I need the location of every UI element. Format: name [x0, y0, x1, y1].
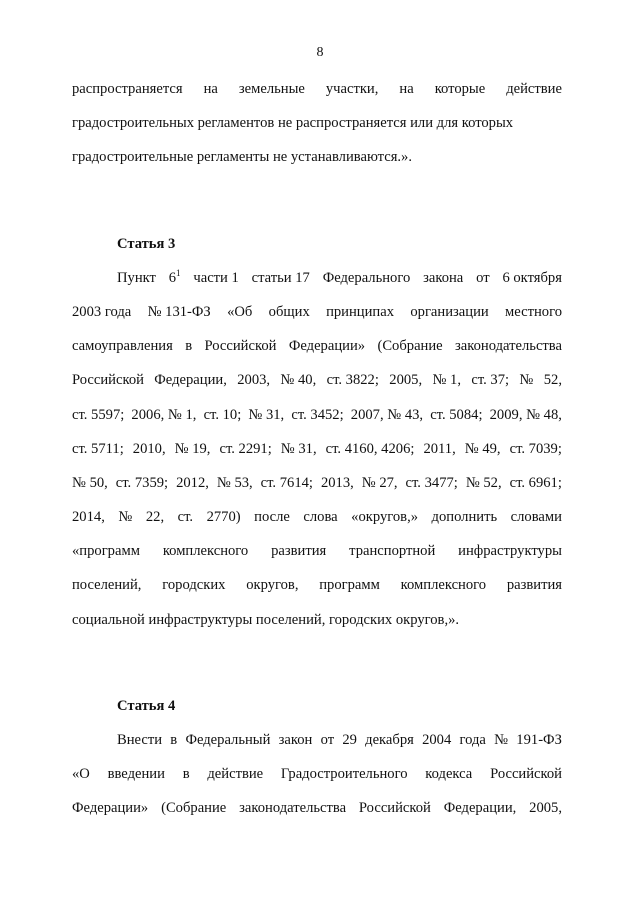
word: 191-ФЗ [516, 732, 562, 748]
word: 2005, [529, 800, 562, 817]
word: (Собрание [161, 800, 227, 817]
paragraph-line [72, 363, 562, 397]
word: № 19, [174, 440, 211, 457]
paragraph-line [72, 757, 562, 791]
word: 52, [543, 372, 562, 389]
word: Градостроительного [280, 766, 408, 783]
paragraph-line [72, 329, 562, 363]
word: слова [303, 509, 338, 526]
word: местного [505, 303, 562, 320]
word: ст. 7614; [260, 474, 313, 491]
word: ст. 7359; [115, 474, 169, 491]
article-4-heading: Статья 4 [117, 697, 176, 714]
word: ст. 37; [471, 372, 510, 389]
word: декабря [365, 732, 414, 748]
paragraph-line [72, 295, 562, 329]
word: № 49, [464, 440, 501, 457]
word: ст. 7039; [509, 440, 562, 457]
word: Федерации, [443, 800, 517, 817]
word: «Об [227, 303, 253, 320]
word: 22, [145, 509, 165, 526]
paragraph-line [72, 500, 562, 534]
word: № 50, [72, 474, 108, 491]
word: 2007, № 43, [350, 406, 424, 423]
word: 2006, № 1, [131, 406, 197, 423]
word: ст. 3477; [405, 474, 458, 491]
word: ст. 5597; [72, 406, 125, 423]
word: развития [271, 543, 327, 560]
superscript: 1 [176, 267, 181, 278]
word: законодательства [455, 338, 562, 355]
word: 6 [168, 269, 177, 286]
word: на [399, 81, 414, 97]
word: законодательства [239, 800, 347, 817]
article-3-heading: Статья 3 [117, 235, 176, 252]
word: ст. 3822; [326, 372, 379, 389]
paragraph-line [72, 398, 562, 432]
line-text: градостроительные регламенты не устанавливаются.». [72, 149, 412, 166]
word: словами [510, 509, 562, 526]
word: Федерации» [288, 338, 366, 355]
paragraph-line [72, 603, 562, 637]
word: 2003 года [72, 303, 132, 320]
document-body [72, 72, 562, 826]
paragraph-line [72, 432, 562, 466]
word: 2009, № 48, [489, 406, 562, 423]
word: самоуправления [72, 338, 173, 355]
paragraph-line [72, 568, 562, 602]
paragraph-line [72, 261, 562, 295]
word: 2012, [176, 474, 209, 491]
word: Федерации, [154, 372, 227, 389]
word: от [476, 269, 490, 286]
word: ст. 6961; [509, 474, 562, 491]
word: комплексного [400, 577, 487, 594]
word: 2005, [389, 372, 423, 389]
line-text: социальной инфраструктуры поселений, городских округов,». [72, 611, 460, 628]
word: ст. 2291; [219, 440, 272, 457]
word: № [519, 372, 534, 389]
word: принципах [326, 303, 395, 320]
word: ст. 5711; [72, 440, 124, 457]
word: действие [506, 81, 562, 97]
word: № 31, [280, 440, 317, 457]
word: на [203, 81, 218, 97]
point-number [169, 261, 181, 295]
word: от [320, 732, 335, 748]
word: поселений, [72, 577, 142, 594]
word: транспортной [349, 543, 436, 560]
word: части 1 [193, 269, 239, 286]
word: 2004 [422, 732, 452, 748]
word: участки, [325, 81, 379, 97]
word: распространяется [72, 81, 183, 97]
word: в [185, 338, 193, 355]
word: развития [506, 577, 562, 594]
word: № 40, [280, 372, 317, 389]
word: Российской [358, 800, 431, 817]
word: № 53, [216, 474, 253, 491]
paragraph-line [72, 72, 562, 106]
word: Федерации» [72, 800, 149, 817]
paragraph-line [72, 106, 562, 140]
word: городских [162, 577, 226, 594]
word: 2014, [72, 509, 105, 526]
word: Федерального [322, 269, 411, 286]
word: закон [278, 732, 313, 748]
word: которые [434, 81, 486, 97]
word: организации [410, 303, 489, 320]
word: № 52, [465, 474, 502, 491]
word: 29 [342, 732, 357, 748]
page-number: 8 [316, 45, 324, 60]
word: 2010, [132, 440, 166, 457]
word: земельные [238, 81, 305, 97]
word: № [494, 732, 509, 748]
paragraph-line [72, 140, 562, 174]
word: № [118, 509, 133, 526]
word: (Собрание [377, 338, 443, 355]
word: в [182, 766, 190, 783]
word: закона [423, 269, 464, 286]
word: ст. 3452; [291, 406, 344, 423]
word: № 1, [432, 372, 461, 389]
word: Российской [490, 766, 562, 783]
word: комплексного [162, 543, 249, 560]
word: программ [319, 577, 380, 594]
word: 2013, [320, 474, 354, 491]
word: 2003, [237, 372, 271, 389]
word: после [254, 509, 290, 526]
word: 2011, [423, 440, 456, 457]
paragraph-line [72, 723, 562, 757]
word: введении [107, 766, 165, 783]
word: «округов,» [351, 509, 419, 526]
word: в [170, 732, 178, 748]
paragraph-line [72, 466, 562, 500]
word: дополнить [431, 509, 498, 526]
word: кодекса [425, 766, 473, 783]
line-text: градостроительных регламентов не распространяется или для которых [72, 115, 514, 132]
word: года [459, 732, 486, 748]
word: Внести [117, 732, 163, 748]
paragraph-line [72, 791, 562, 825]
word: № 27, [361, 474, 398, 491]
paragraph-line [72, 534, 562, 568]
word: Российской [204, 338, 277, 355]
word: «программ [72, 543, 140, 560]
word: 2770) [206, 509, 241, 526]
word: округов, [246, 577, 299, 594]
word: Пункт [117, 269, 156, 286]
word: «О [72, 766, 90, 783]
word: Федеральный [185, 732, 271, 748]
word: статьи 17 [251, 269, 310, 286]
word: ст. 10; [203, 406, 242, 423]
word: № 131-ФЗ [147, 303, 211, 320]
word: действие [207, 766, 264, 783]
word: ст. 5084; [430, 406, 483, 423]
word: инфраструктуры [458, 543, 562, 560]
word: Российской [72, 372, 144, 389]
word: ст. [177, 509, 194, 526]
word: общих [268, 303, 310, 320]
word: ст. 4160, 4206; [325, 440, 415, 457]
word: 6 октября [502, 269, 562, 286]
word: № 31, [248, 406, 285, 423]
